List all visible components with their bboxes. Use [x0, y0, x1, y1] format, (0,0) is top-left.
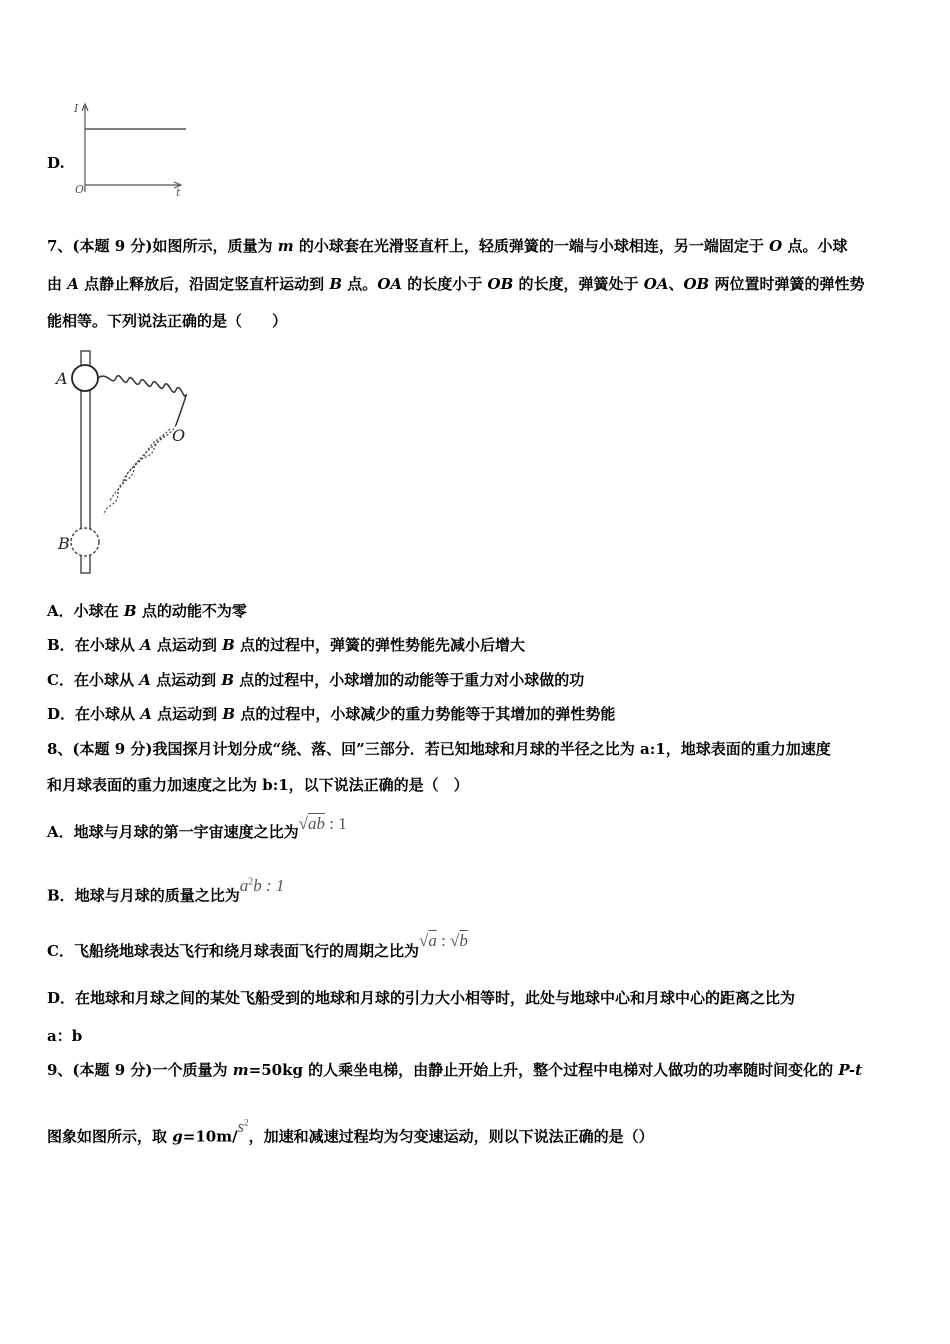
fig-label-o: O [172, 426, 186, 445]
q8-line-2: 和月球表面的重力加速度之比为 b:1，以下说法正确的是（ ） [47, 776, 469, 794]
q7-line-3: 能相等。下列说法正确的是（ ） [47, 312, 288, 330]
q7-option-c: C．在小球从 A 点运动到 B 点的过程中，小球增加的动能等于重力对小球做的功 [47, 671, 585, 689]
q8-option-c: C．飞船绕地球表达飞行和绕月球表面飞行的周期之比为√a : √b [47, 931, 468, 960]
fig-label-a: A [56, 369, 68, 388]
graph-y-label: I [74, 102, 79, 115]
q7-line-2: 由 A 点静止释放后，沿固定竖直杆运动到 B 点。OA 的长度小于 OB 的长度，弹簧处于 OA、OB 两位置时弹簧的弹性势 [47, 275, 865, 293]
q7-option-a: A．小球在 B 点的动能不为零 [47, 602, 247, 620]
q8-option-a: A．地球与月球的第一宇宙速度之比为√ab : 1 [47, 814, 347, 841]
q9-line-1: 9、(本题 9 分)一个质量为 m=50kg 的人乘坐电梯，由静止开始上升，整个过程中电梯对人做功的功率随时间变化的 P-t [47, 1061, 863, 1079]
spring-figure [52, 345, 202, 580]
q7-option-b: B．在小球从 A 点运动到 B 点的过程中，弹簧的弹性势能先减小后增大 [47, 636, 525, 654]
q9-line-2: 图象如图所示，取 $g=10m/s^2$，加速和减速过程均为匀变速运动，则以下说法正确的是（） [47, 1116, 654, 1146]
q7-option-d: D．在小球从 A 点运动到 B 点的过程中，小球减少的重力势能等于其增加的弹性势能 [47, 705, 616, 723]
q8-line-1: 8、(本题 9 分)我国探月计划分成“绕、落、回”三部分．若已知地球和月球的半径之比为 a:1，地球表面的重力加速度 [47, 740, 831, 758]
q7-line-1: 7、(本题 9 分)如图所示，质量为 m 的小球套在光滑竖直杆上，轻质弹簧的一端与小球相连，另一端固定于 O 点。小球 [47, 237, 848, 255]
q8-option-d-answer: a：b [47, 1027, 83, 1045]
fig-label-b: B [58, 534, 70, 553]
option-d-label: D. [47, 154, 65, 172]
q8-option-d: D．在地球和月球之间的某处飞船受到的地球和月球的引力大小相等时，此处与地球中心和月球中心的距离之比为 [47, 989, 796, 1007]
graph-x-label: t [176, 186, 181, 198]
option-d-graph [70, 100, 190, 198]
q8-option-b: B．地球与月球的质量之比为$a^2b$ : 1 [47, 875, 285, 905]
graph-origin: O [75, 183, 85, 196]
